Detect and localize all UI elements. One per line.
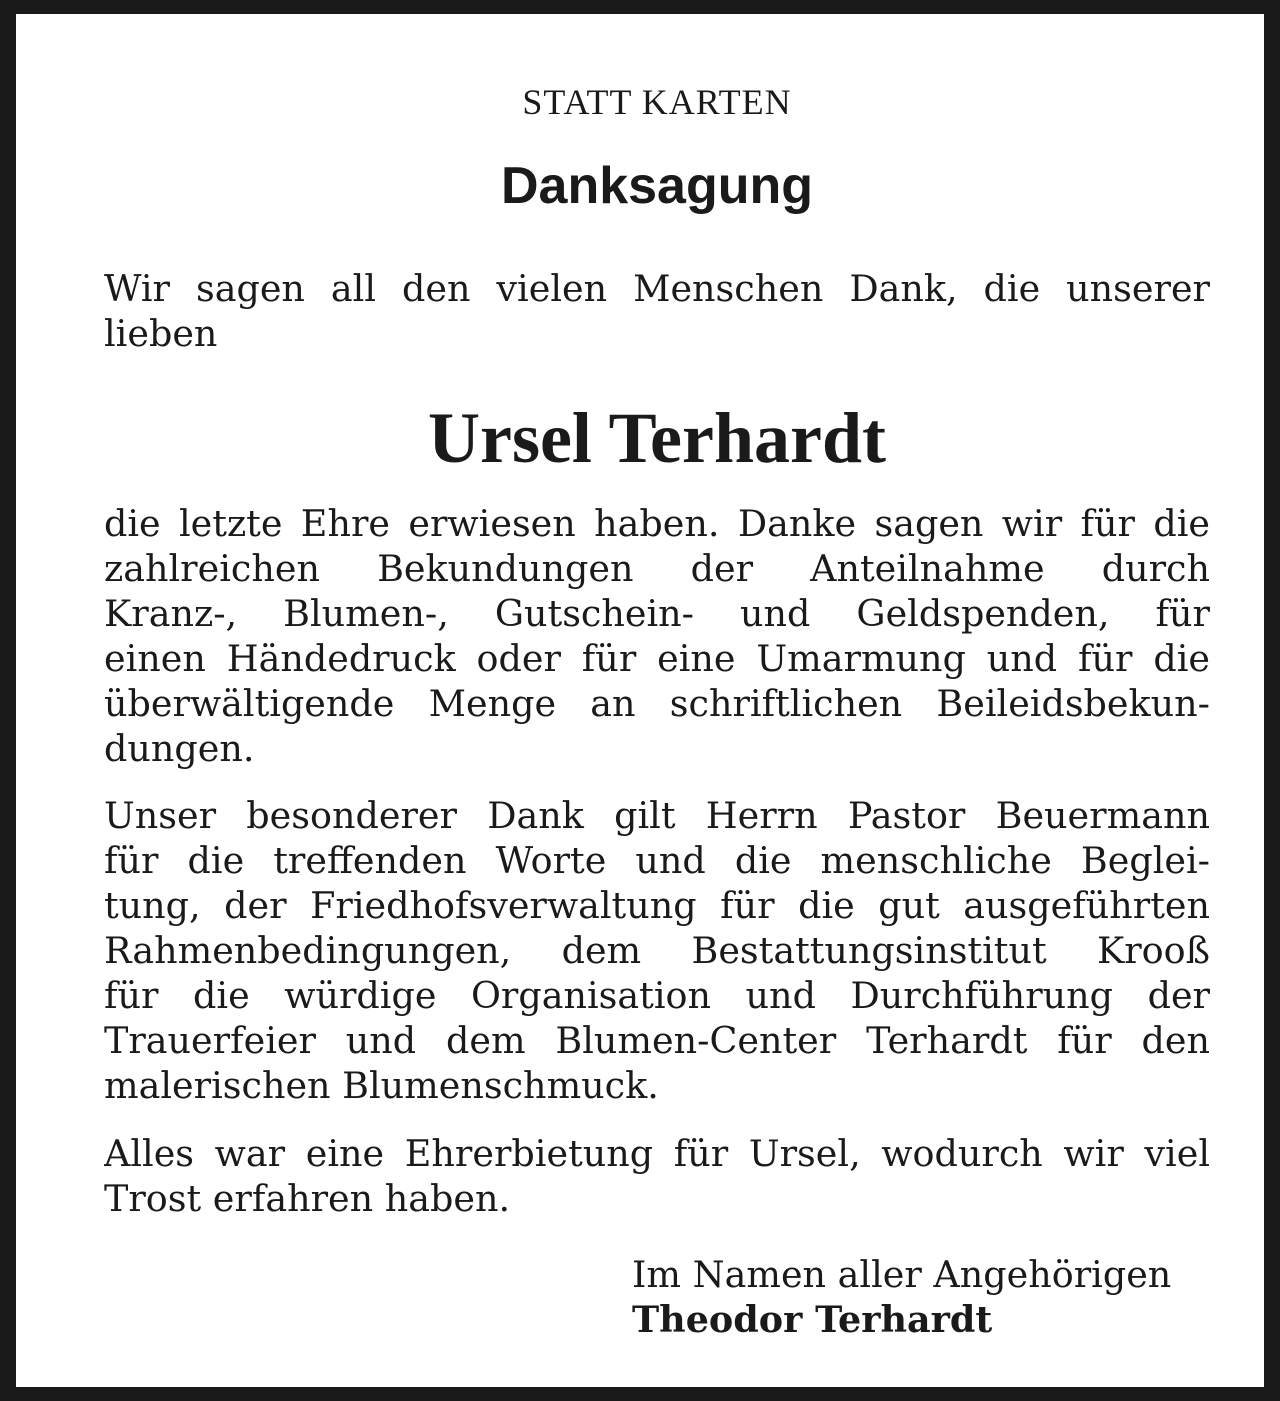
paragraph-line: Trost erfahren haben. — [104, 1177, 511, 1220]
signoff-text: Im Namen aller Angehörigen — [632, 1253, 1172, 1296]
notice-title: Danksagung — [500, 157, 814, 215]
paragraph-line: Alles war eine Ehrerbietung für Ursel, wodurch wir viel — [104, 1132, 1210, 1175]
paragraph-line: malerischen Blumenschmuck. — [104, 1064, 659, 1107]
paragraph-line: einen Händedruck oder für eine Umarmung und für die — [104, 637, 1210, 680]
paragraph-1 — [104, 501, 1210, 771]
paragraph-line: Unser besonderer Dank gilt Herrn Pastor Beuermann — [104, 794, 1210, 837]
paragraph-line: Trauerfeier und dem Blumen-Center Terhardt für den — [104, 1019, 1210, 1062]
paragraph-line: die letzte Ehre erwiesen haben. Danke sagen wir für die — [104, 502, 1210, 545]
deceased-name: Ursel Terhardt — [428, 398, 886, 478]
paragraph-line: für die würdige Organisation und Durchführung der — [104, 974, 1210, 1017]
intro-line: lieben — [104, 312, 218, 355]
notice-header: STATT KARTEN — [522, 82, 792, 122]
signer-name: Theodor Terhardt — [632, 1298, 993, 1341]
paragraph-line: für die treffenden Worte und die menschliche Beglei- — [104, 839, 1210, 882]
paragraph-line: Rahmenbedingungen, dem Bestattungsinstitut Krooß — [104, 929, 1210, 972]
signoff-block — [632, 1252, 1210, 1342]
intro-line: Wir sagen all den vielen Menschen Dank, die unserer — [104, 267, 1210, 310]
paragraph-line: Kranz-, Blumen-, Gutschein- und Geldspenden, für — [104, 592, 1210, 635]
intro-paragraph — [104, 266, 1210, 356]
paragraph-line: zahlreichen Bekundungen der Anteilnahme durch — [104, 547, 1210, 590]
paragraph-line: überwältigende Menge an schriftlichen Beileidsbekun- — [104, 682, 1210, 725]
paragraph-line: dungen. — [104, 727, 255, 770]
paragraph-3 — [104, 1131, 1210, 1221]
paragraph-2 — [104, 793, 1210, 1108]
paragraph-line: tung, der Friedhofsverwaltung für die gut ausgeführten — [104, 884, 1210, 927]
